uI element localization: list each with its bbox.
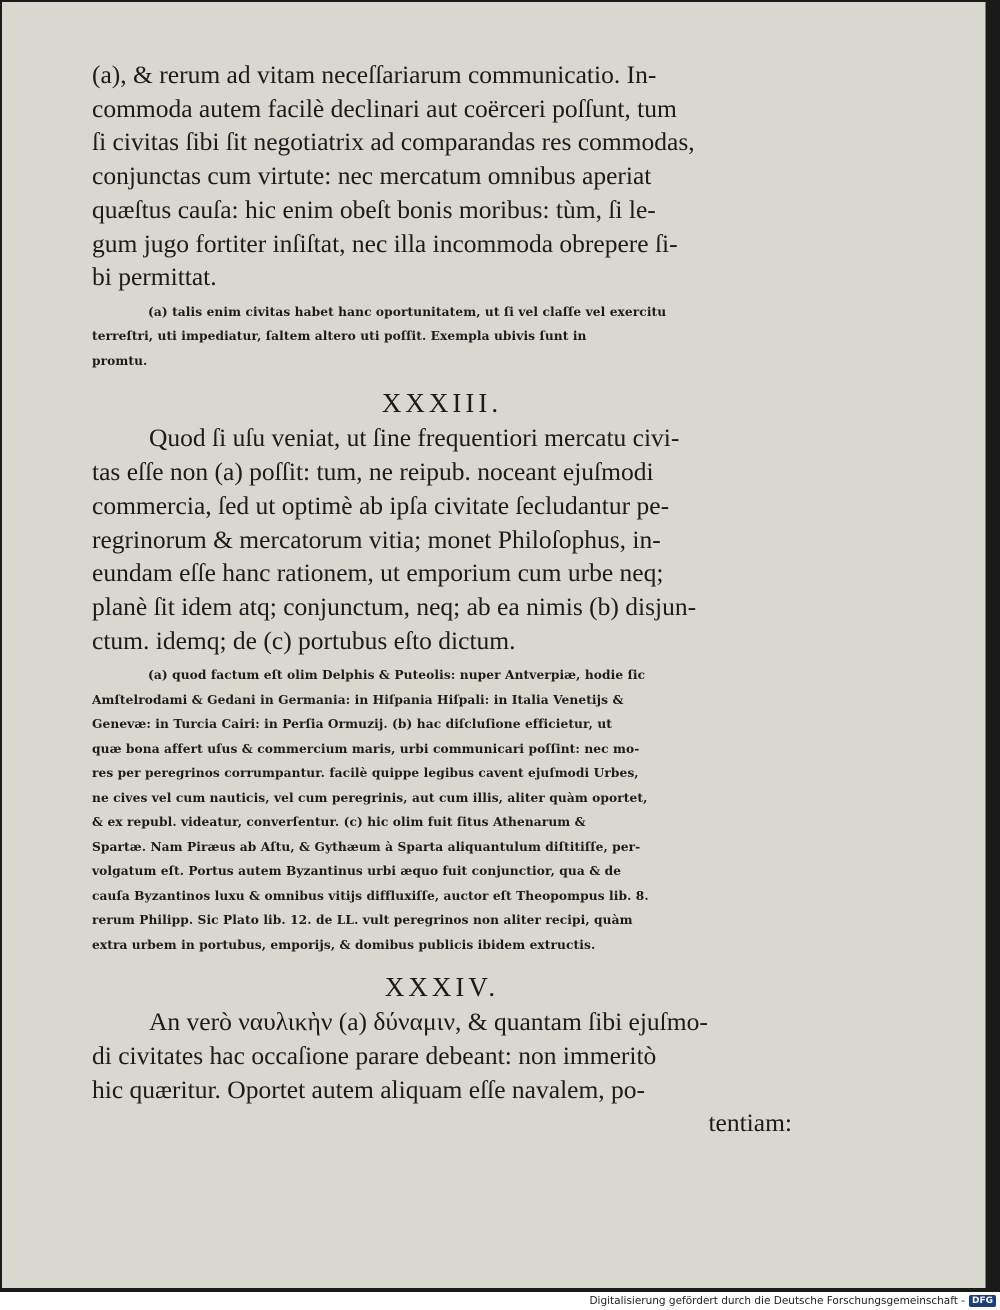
paragraph-3 [92, 1005, 792, 1140]
footnote-line: quæ bona affert uſus & commercium maris, urbi communicari poſſint: nec mo- [92, 741, 640, 756]
footnote-line: (a) talis enim civitas habet hanc oportunitatem, ut ſi vel claſſe vel exercitu [148, 304, 667, 319]
text-line: tentiam: [708, 1108, 792, 1138]
text-line: tas eſſe non (a) poſſit: tum, ne reipub. noceant ejuſmodi [92, 457, 654, 487]
footnote-line: Spartæ. Nam Piræus ab Aſtu, & Gythæum à Sparta aliquantulum diſtitiſſe, per- [92, 839, 641, 854]
text-line: bi permittat. [92, 262, 217, 292]
paragraph-2 [92, 421, 792, 657]
text-line: hic quæritur. Oportet autem aliquam eſſe navalem, po- [92, 1074, 646, 1104]
footnote-line: cauſa Byzantinos luxu & omnibus vitijs diffluxiſſe, auctor eſt Theopompus lib. 8. [92, 888, 649, 903]
text-line: quæſtus cauſa: hic enim obeſt bonis moribus: tùm, ſi le- [92, 194, 656, 224]
text-line: conjunctas cum virtute: nec mercatum omnibus aperiat [92, 161, 652, 191]
text-line: planè ſit idem atq; conjunctum, neq; ab ea nimis (b) disjun- [92, 591, 697, 621]
footnote-line: terreſtri, uti impediatur, ſaltem altero uti poſſit. Exempla ubivis ſunt in [92, 329, 587, 344]
book-page [2, 2, 986, 1288]
dfg-logo: DFG [969, 1295, 996, 1307]
footnote-line: rerum Philipp. Sic Plato lib. 12. de LL. vult peregrinos non aliter recipi, quàm [92, 913, 633, 928]
footnote-line: Amſtelrodami & Gedani in Germania: in Hiſpania Hiſpali: in Italia Venetijs & [92, 692, 624, 707]
footnote-line: & ex republ. videatur, converſentur. (c) hic olim fuit ſitus Athenarum & [92, 815, 586, 830]
footnote-line: promtu. [92, 353, 148, 368]
text-line: (a), & rerum ad vitam neceſſariarum communicatio. In- [92, 60, 657, 89]
footnote-block-1 [92, 300, 792, 374]
text-line: gum jugo fortiter inſiſtat, nec illa incommoda obrepere ſi- [92, 228, 678, 258]
text-line: An verò ναυλικὴν (a) δύναμιν, & quantam ſibi ejuſmo- [149, 1007, 708, 1037]
text-line: commercia, ſed ut optimè ab ipſa civitate ſecludantur pe- [92, 490, 670, 520]
text-line: regrinorum & mercatorum vitia; monet Philoſophus, in- [92, 524, 661, 554]
footnote-line: res per peregrinos corrumpantur. facilè quippe legibus cavent ejuſmodi Urbes, [92, 766, 639, 781]
text-line: di civitates hac occaſione parare debeant: non immeritò [92, 1041, 657, 1071]
footnote-line: ne cives vel cum nauticis, vel cum peregrinis, aut cum illis, aliter quàm oportet, [92, 790, 648, 805]
section-heading-xxxiii: XXXIII. [381, 388, 503, 419]
paragraph-1 [92, 58, 792, 294]
digitization-footer [0, 1292, 1000, 1310]
section-heading-xxxiv: XXXIV. [384, 972, 500, 1003]
text-line: eundam eſſe hanc rationem, ut emporium cum urbe neq; [92, 558, 664, 588]
text-line: commoda autem facilè declinari aut coërceri poſſunt, tum [92, 93, 677, 123]
footnote-line: Genevæ: in Turcia Cairi: in Perſia Ormuzij. (b) hac diſcluſione efficietur, ut [92, 717, 613, 732]
footnote-block-2 [92, 663, 792, 957]
footer-credit-text: Digitalisierung gefördert durch die Deutsche Forschungsgemeinschaft - [589, 1295, 965, 1307]
footnote-line: volgatum eſt. Portus autem Byzantinus urbi æquo fuit conjunctior, qua & de [92, 864, 622, 879]
text-line: ſi civitas ſibi ſit negotiatrix ad comparandas res commodas, [92, 127, 695, 157]
page-content [92, 58, 792, 1140]
text-line: Quod ſi uſu veniat, ut ſine frequentiori mercatu civi- [149, 423, 680, 453]
footnote-line: extra urbem in portubus, emporijs, & domibus publicis ibidem extructis. [92, 937, 596, 952]
text-line: ctum. idemq; de (c) portubus eſto dictum. [92, 625, 516, 655]
footnote-line: (a) quod factum eſt olim Delphis & Puteolis: nuper Antverpiæ, hodie ſic [148, 668, 646, 683]
